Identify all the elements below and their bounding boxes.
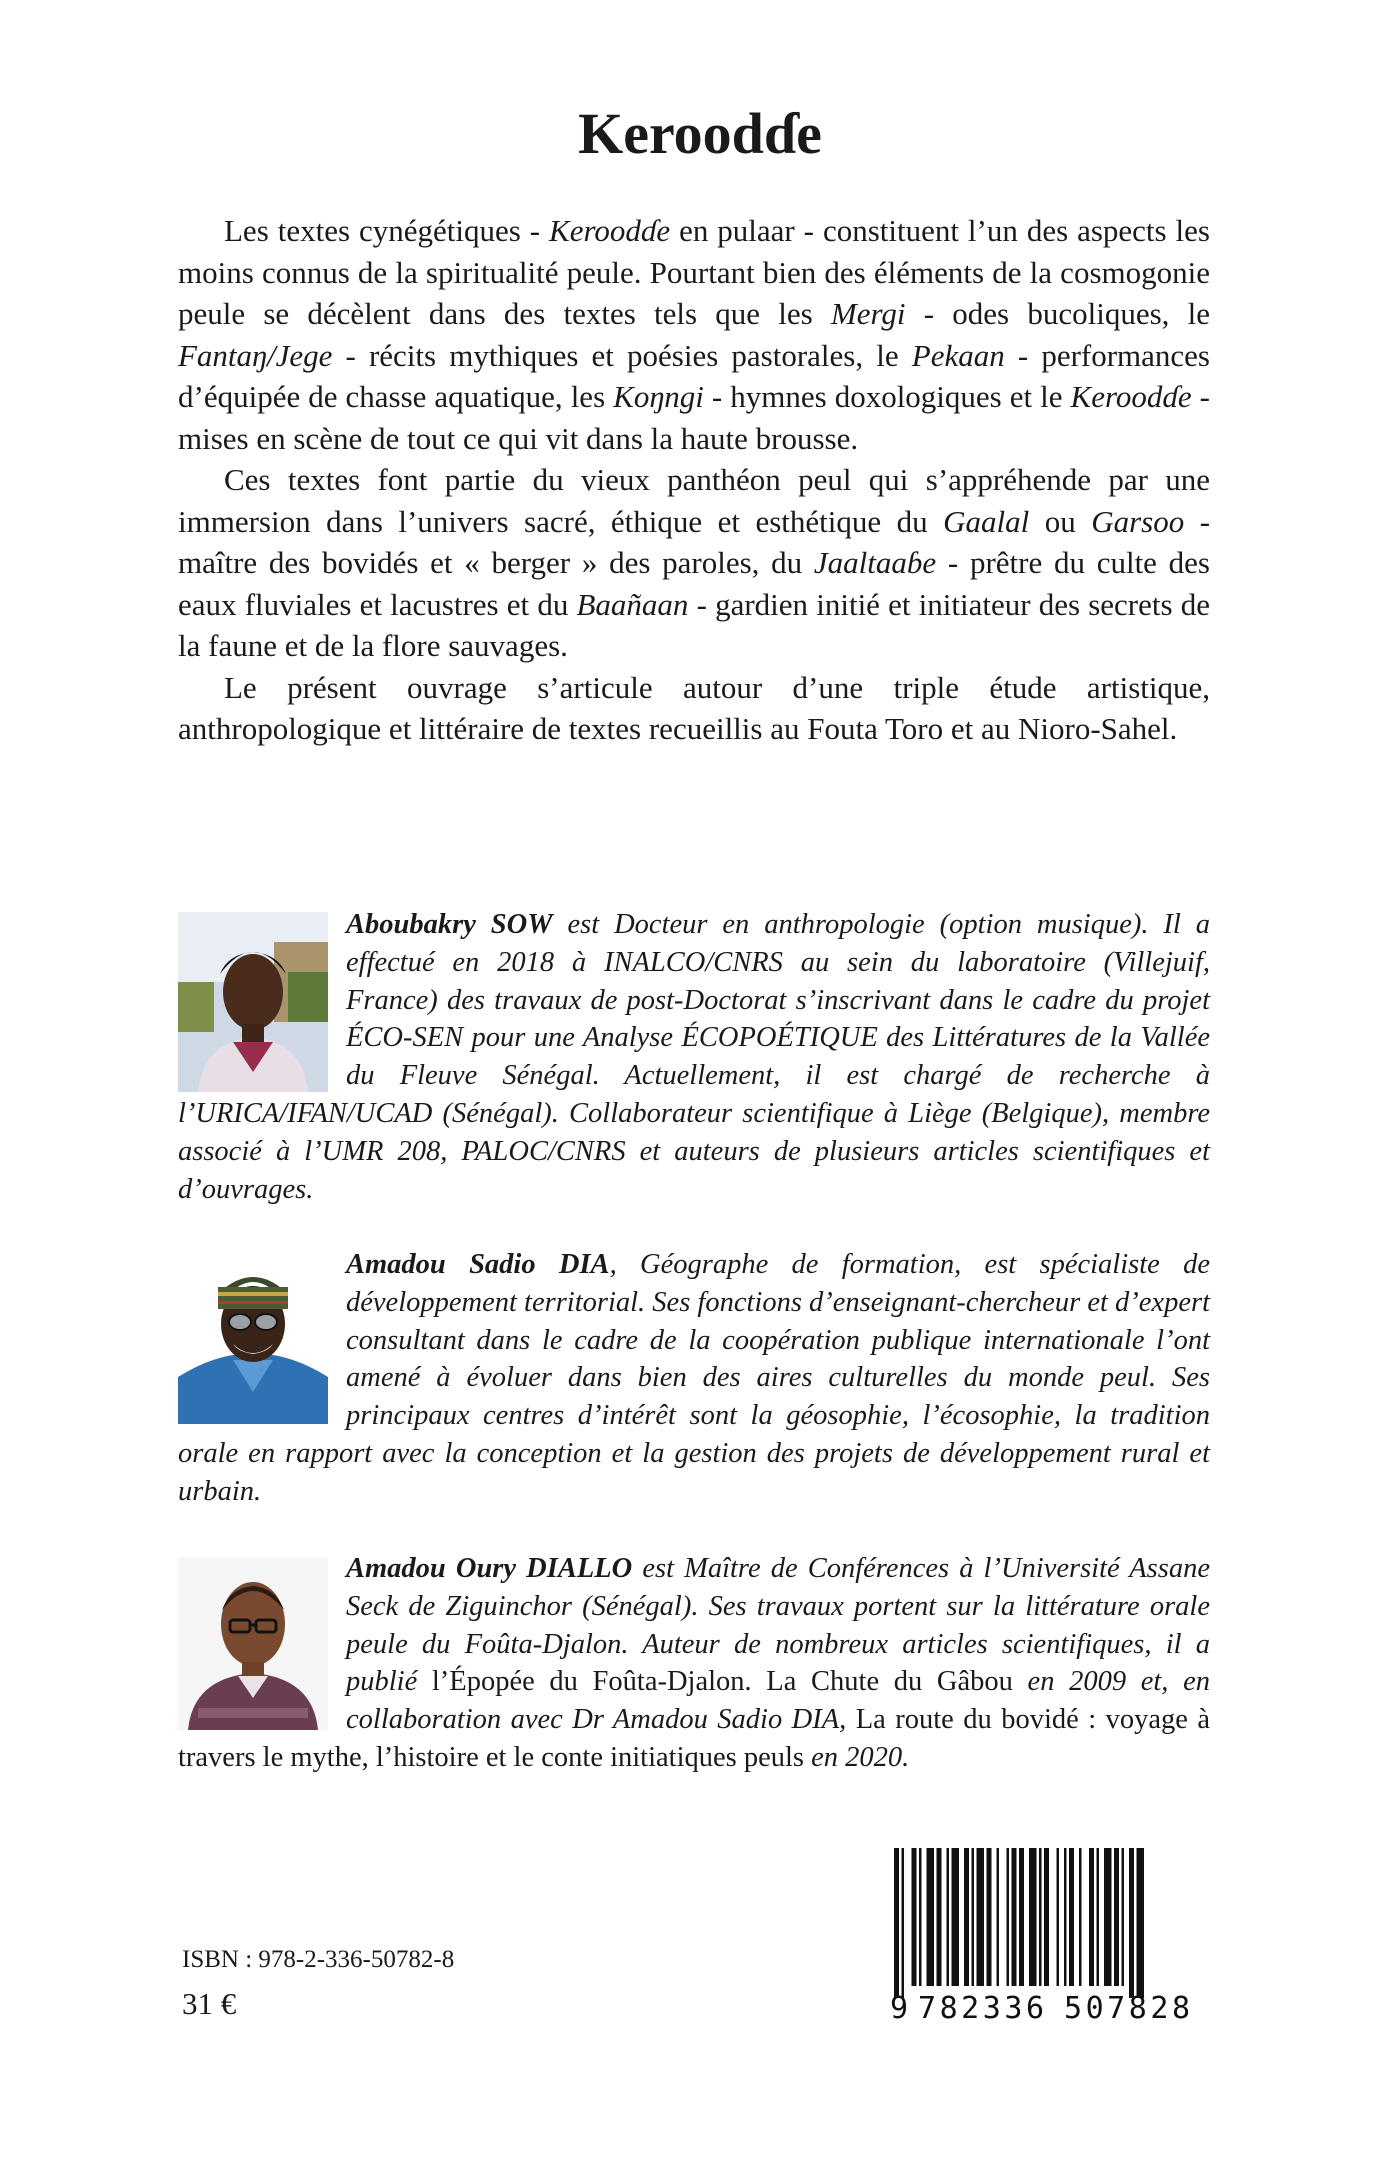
text-segment: Koŋngi: [613, 379, 704, 414]
text-segment: Keroodɗe: [1070, 379, 1192, 414]
barcode-bar: [997, 1848, 1000, 1986]
barcode-bar: [1019, 1848, 1024, 1986]
barcode-bar: [1089, 1848, 1094, 1986]
price: 31 €: [182, 1986, 237, 2021]
text-segment: Garsoo: [1091, 503, 1185, 539]
barcode-bar: [1114, 1848, 1119, 1986]
author-bio-dia: [178, 1246, 1210, 1511]
isbn: ISBN : 978-2-336-50782-8: [182, 1946, 455, 1973]
author-bio-diallo: [178, 1550, 1210, 1777]
barcode-bar: [977, 1848, 985, 1986]
barcode-left-digits: 782336: [918, 1991, 1044, 2022]
text-segment: - mises en scène de tout ce qui vit dans la haute brousse.: [178, 379, 1210, 456]
text-segment: Aboubakry SOW: [346, 909, 553, 940]
text-segment: Ces textes font partie du vieux panthéon peul qui s’appréhende par une immersion dans l’univers sacré, éthique et esthétique du: [178, 462, 1210, 539]
barcode-bar: [894, 1848, 899, 1998]
book-title: Keroodɗe: [578, 101, 822, 166]
author-bio-text: [178, 909, 1210, 1205]
author-photo-sow: [178, 912, 328, 1092]
author-photo-diallo: [178, 1558, 328, 1730]
text-segment: ou: [1029, 503, 1092, 539]
text-segment: Pekaan: [911, 337, 1005, 373]
blurb-paragraph-3: [178, 667, 1210, 750]
text-segment: l’Épopée du Foûta-Djalon. La Chute du Gâbou: [431, 1666, 1013, 1698]
text-segment: Le présent ouvrage s’articule autour d’une triple étude artistique, anthropologique et littéraire de textes recueillis au Fouta Toro et au Nioro-Sahel.: [178, 669, 1210, 746]
text-segment: Les textes cynégétiques -: [224, 213, 550, 248]
barcode-bar: [927, 1848, 935, 1986]
barcode-bar: [952, 1848, 960, 1986]
barcode-right-digits: 507828: [1064, 1991, 1190, 2022]
barcode-bar: [987, 1848, 992, 1986]
barcode-bar: [1122, 1848, 1125, 1986]
barcode-bars: [894, 1848, 1144, 1998]
author-photo-dia: [178, 1252, 328, 1424]
barcode-bar: [972, 1848, 975, 1986]
text-segment: Jaaltaaɓe: [813, 545, 937, 580]
text-segment: en 2020.: [804, 1741, 910, 1773]
barcode-bar: [1029, 1848, 1037, 1986]
text-segment: est Docteur en anthropologie (option musique). Il a effectué en 2018 à INALCO/CNRS au sein du laboratoire (Villejuif, France) des travaux de post-Doctorat s’inscrivant dans le cadre du projet ÉCO-SEN pour une Analyse ÉCOPOÉTIQUE des Littératures de la Vallée du Fleuve Sénégal. Actuellement, il est chargé de recherche à l’URICA/IFAN/UCAD (Sénégal). Collaborateur scientifique à Liège (Belgique), membre associé à l’UMR 208, PALOC/CNRS et auteurs de plusieurs articles scientifiques et d’ouvrages.: [178, 909, 1211, 1205]
barcode-bar: [912, 1848, 917, 1986]
barcode-bar: [1079, 1848, 1082, 1986]
barcode-bar: [947, 1848, 950, 1986]
text-segment: Amadou Sadio DIA: [346, 1249, 610, 1280]
author-bio-sow: [178, 906, 1210, 1208]
barcode: [886, 1844, 1206, 2022]
text-segment: Baañaan: [576, 586, 689, 622]
text-segment: , Géographe de formation, est spécialiste de développement territorial. Ses fonctions d’enseignant-chercheur et d’expert consultant dans le cadre de la coopération publique internationale l’ont amené à évoluer dans bien des aires culturelles du monde peul. Ses principaux centres d’intérêt sont la géosophie, l’écosophie, la tradition orale en rapport avec la conception et la gestion des projets de développement rural et urbain.: [178, 1249, 1210, 1507]
barcode-bar: [1129, 1848, 1134, 1998]
barcode-bar: [1044, 1848, 1049, 1986]
text-segment: Mergi: [830, 296, 906, 331]
back-cover-blurb: [178, 210, 1210, 750]
barcode-bar: [1104, 1848, 1112, 1986]
text-segment: est Maître de Conférences à l’Université Assane Seck de Ziguinchor (Sénégal). Ses travaux portent sur la littérature orale peule du Foûta-Djalon. Auteur de nombreux articles scientifiques, il a publié: [346, 1553, 1210, 1698]
text-segment: - hymnes doxologiques et le: [703, 379, 1071, 414]
author-bio-text: [178, 1249, 1210, 1507]
barcode-bar: [902, 1848, 905, 1998]
barcode-bar: [964, 1848, 969, 1986]
text-segment: - performances d’équipée de chasse aquatique, les: [178, 337, 1211, 414]
text-segment: - récits mythiques et poésies pastorales, le: [332, 337, 912, 373]
barcode-bar: [1057, 1848, 1060, 1986]
barcode-bar: [1069, 1848, 1074, 1986]
barcode-bar: [1007, 1848, 1010, 1986]
barcode-bar: [919, 1848, 922, 1986]
barcode-bar: [1097, 1848, 1100, 1986]
text-segment: Fantaŋ/Jege: [178, 337, 333, 373]
text-segment: Amadou Oury DIALLO: [346, 1553, 633, 1584]
text-segment: Gaalal: [943, 503, 1030, 539]
author-bio-text: [178, 1553, 1210, 1773]
text-segment: - maître des bovidés et « berger » des paroles, du: [178, 503, 1211, 580]
text-segment: - odes bucoliques, le: [905, 296, 1210, 331]
barcode-bar: [1064, 1848, 1067, 1986]
text-segment: Keroodɗe: [549, 213, 671, 248]
blurb-paragraph-2: [178, 459, 1210, 667]
barcode-bar: [1039, 1848, 1042, 1986]
barcode-lead-digit: 9: [890, 1991, 909, 2022]
barcode-bar: [1137, 1848, 1145, 1998]
blurb-paragraph-1: [178, 210, 1210, 459]
text-segment: - gardien initié et initiateur des secrets de la faune et de la flore sauvages.: [178, 586, 1210, 663]
text-segment: en pulaar - constituent l’un des aspects les moins connus de la spiritualité peule. Pourtant bien des éléments de la cosmogonie peule se décèlent dans des textes tels que les: [178, 213, 1210, 331]
barcode-bar: [1012, 1848, 1017, 1986]
barcode-bar: [937, 1848, 942, 1986]
text-segment: - prêtre du culte des eaux fluviales et lacustres et du: [178, 545, 1210, 622]
text-segment: en 2009 et, en collaboration avec Dr Amadou Sadio DIA,: [346, 1666, 1210, 1736]
text-segment: La route du bovidé : voyage à travers le mythe, l’histoire et le conte initiatiques peuls: [178, 1704, 1210, 1773]
